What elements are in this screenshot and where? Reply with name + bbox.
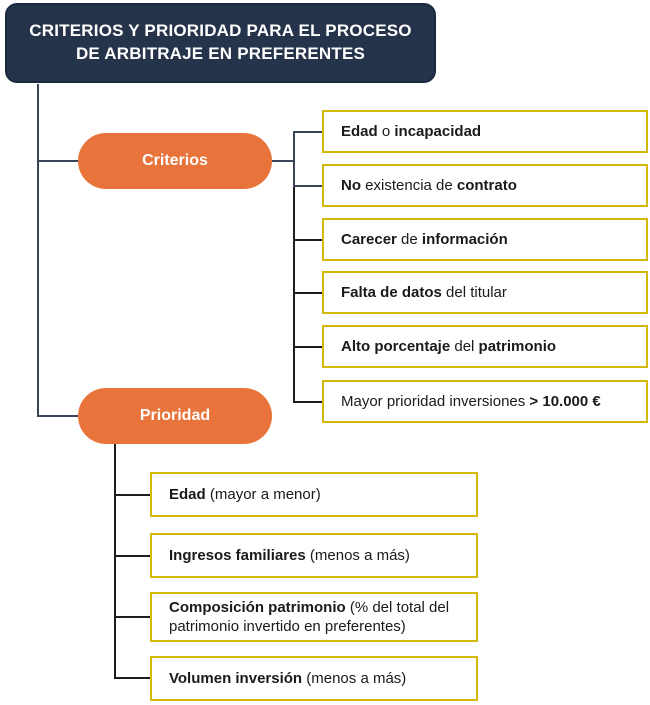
- connector-criterios-branch-1: [293, 131, 322, 133]
- connector-criterios-branch-6: [293, 401, 322, 403]
- node-criterios-label: Criterios: [142, 152, 208, 169]
- connector-criterios-trunk-upper: [293, 131, 295, 187]
- node-prioridad: [78, 388, 272, 444]
- title-banner: CRITERIOS Y PRIORIDAD PARA EL PROCESO DE ARBITRAJE EN PREFERENTES: [5, 3, 436, 83]
- prioridad-item-box-1: [150, 472, 478, 517]
- connector-prioridad-branch-1: [114, 494, 150, 496]
- prioridad-item-text-4: Volumen inversión (menos a más): [169, 669, 407, 687]
- criterios-item-box-6: [322, 380, 648, 423]
- connector-criterios-branch-4: [293, 292, 322, 294]
- prioridad-item-box-2: [150, 533, 478, 578]
- connector-to-criterios: [37, 160, 78, 162]
- connector-prioridad-trunk: [114, 444, 116, 679]
- connector-criterios-branch-5: [293, 346, 322, 348]
- connector-to-prioridad: [37, 415, 78, 417]
- prioridad-item-box-3: [150, 592, 478, 642]
- connector-criterios-branch-2: [293, 185, 322, 187]
- criterios-item-box-2: [322, 164, 648, 207]
- prioridad-item-text-2: Ingresos familiares (menos a más): [169, 546, 410, 564]
- connector-criterios-out: [272, 160, 293, 162]
- connector-header-trunk: [37, 84, 39, 417]
- prioridad-item-text-1: Edad (mayor a menor): [169, 485, 321, 503]
- connector-prioridad-branch-2: [114, 555, 150, 557]
- node-prioridad-label: Prioridad: [139, 407, 211, 424]
- connector-criterios-trunk-lower: [293, 186, 295, 403]
- criterios-item-box-3: [322, 218, 648, 261]
- criterios-item-box-4: [322, 271, 648, 314]
- connector-criterios-branch-3: [293, 239, 322, 241]
- criterios-item-text-1: Edad o incapacidad: [341, 122, 482, 140]
- criterios-item-text-4: Falta de datos del titular: [341, 283, 507, 301]
- prioridad-item-text-3: Composición patrimonio (% del total del patrimonio invertido en preferentes): [169, 598, 450, 635]
- criterios-item-box-5: [322, 325, 648, 368]
- prioridad-item-box-4: [150, 656, 478, 701]
- criterios-item-text-5: Alto porcentaje del patrimonio: [341, 337, 557, 355]
- criterios-item-text-3: Carecer de información: [341, 230, 508, 248]
- connector-prioridad-branch-3: [114, 616, 150, 618]
- criterios-item-text-2: No existencia de contrato: [341, 176, 517, 194]
- connector-prioridad-branch-4: [114, 677, 150, 679]
- criterios-item-text-6: Mayor prioridad inversiones > 10.000 €: [341, 392, 601, 410]
- node-criterios: [78, 133, 272, 189]
- criterios-item-box-1: [322, 110, 648, 153]
